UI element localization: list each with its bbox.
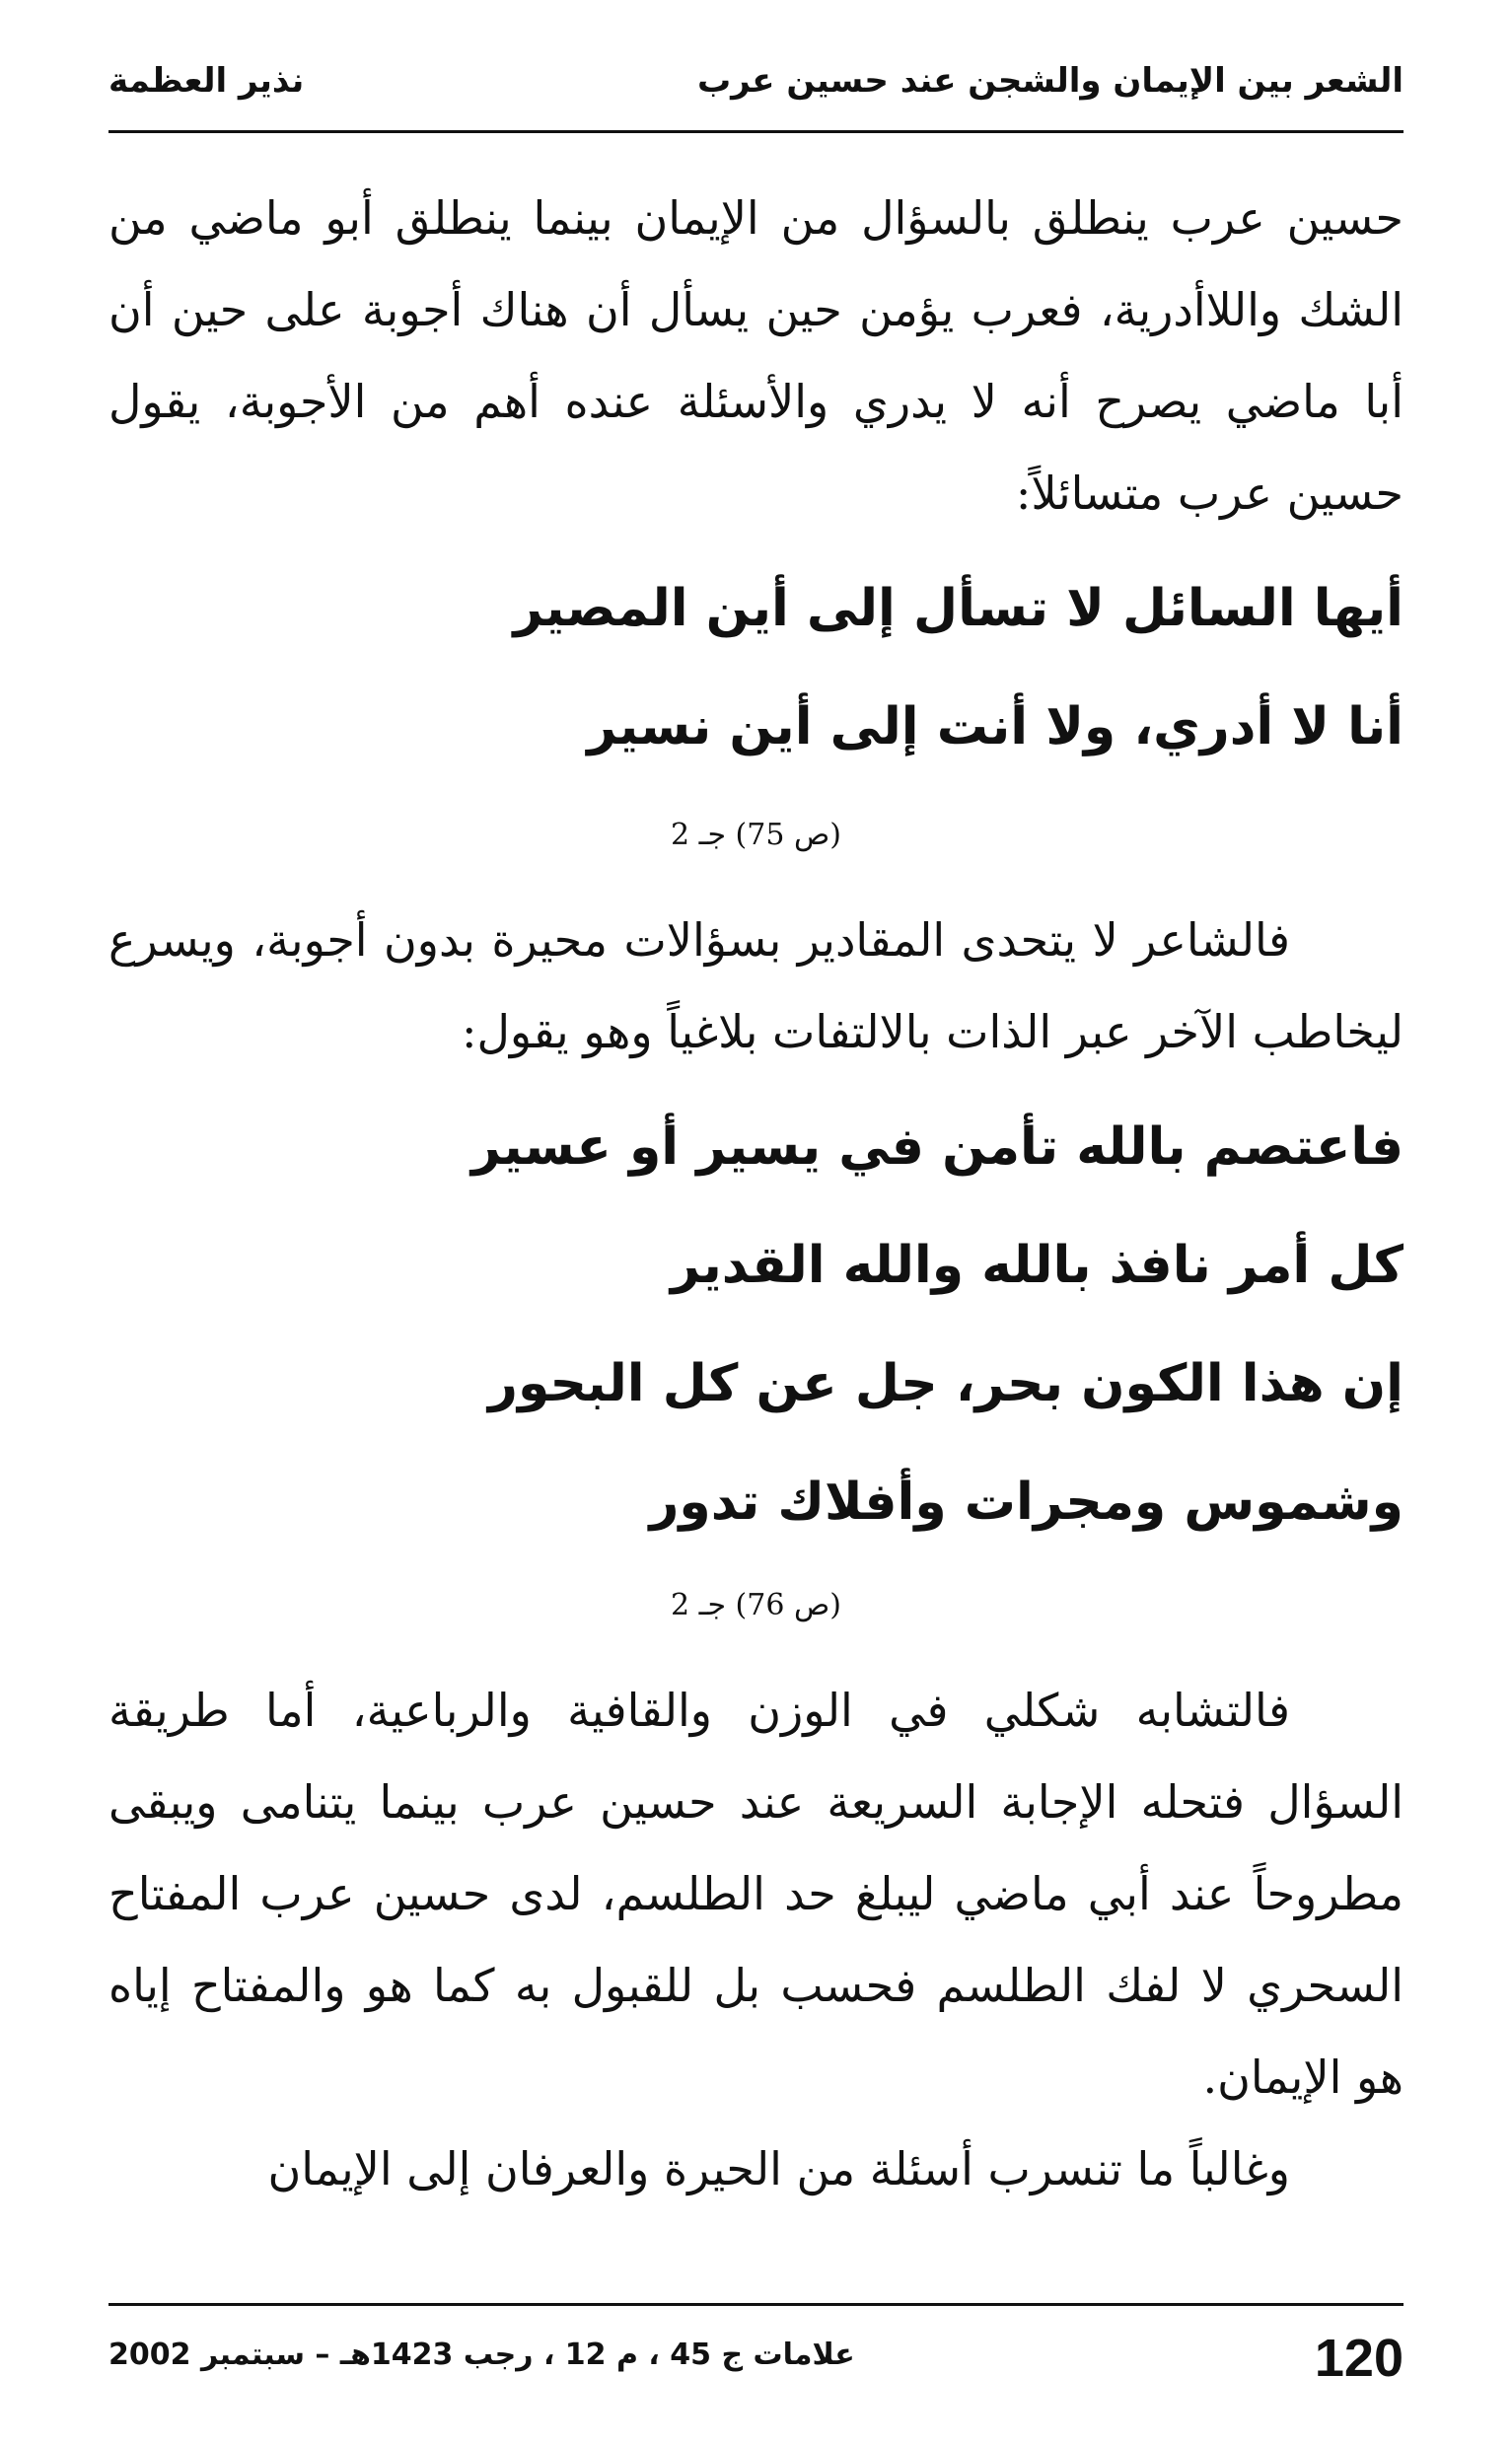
page-footer xyxy=(108,2328,1404,2397)
journal-page xyxy=(108,0,1404,2446)
header-rule xyxy=(108,130,1404,133)
verse-line: أنا لا أدري، ولا أنت إلى أين نسير xyxy=(587,697,1404,756)
paragraph-3: فالتشابه شكلي في الوزن والقافية والرباعية، أما طريقة السؤال فتحله الإجابة السريعة عند حسين عرب بينما يتنامى ويبقى مطروحاً عند أبي ماضي ليبلغ حد الطلسم، لدى حسين عرب المفتاح السحري لا لفك الطلسم فحسب بل للقبول به كما هو والمفتاح إياه هو الإيمان. xyxy=(108,1684,1404,2104)
author-name: نذير العظمة xyxy=(108,61,305,101)
verse-line: وشموس ومجرات وأفلاك تدور xyxy=(649,1473,1404,1532)
footer-rule xyxy=(108,2303,1404,2306)
paragraph-1: حسين عرب ينطلق بالسؤال من الإيمان بينما ينطلق أبو ماضي من الشك واللاأدرية، فعرب يؤمن حين يسأل أن هناك أجوبة على حين أن أبا ماضي يصرح أنه لا يدري والأسئلة عنده أهم من الأجوبة، يقول حسين عرب متسائلاً: xyxy=(108,191,1404,520)
article-body xyxy=(108,173,1404,2215)
paragraph-4: وغالباً ما تنسرب أسئلة من الحيرة والعرفان إلى الإيمان xyxy=(267,2142,1290,2195)
verse-line: كل أمر نافذ بالله والله القدير xyxy=(670,1236,1404,1295)
issue-info: علامات ج 45 ، م 12 ، رجب 1423هـ – سبتمبر 2002 xyxy=(108,2338,855,2372)
citation: (ص 76) جـ 2 xyxy=(671,1588,841,1622)
paragraph-2: فالشاعر لا يتحدى المقادير بسؤالات محيرة بدون أجوبة، ويسرع ليخاطب الآخر عبر الذات بالالتفات بلاغياً وهو يقول: xyxy=(108,913,1404,1058)
verse-line: أيها السائل لا تسأل إلى أين المصير xyxy=(513,579,1404,638)
verse-line: إن هذا الكون بحر، جل عن كل البحور xyxy=(488,1354,1404,1413)
citation: (ص 75) جـ 2 xyxy=(671,818,841,852)
page-number: 120 xyxy=(1314,2329,1404,2388)
running-title: الشعر بين الإيمان والشجن عند حسين عرب xyxy=(696,61,1404,101)
page-header xyxy=(108,61,1404,120)
verse-line: فاعتصم بالله تأمن في يسير أو عسير xyxy=(470,1117,1404,1177)
